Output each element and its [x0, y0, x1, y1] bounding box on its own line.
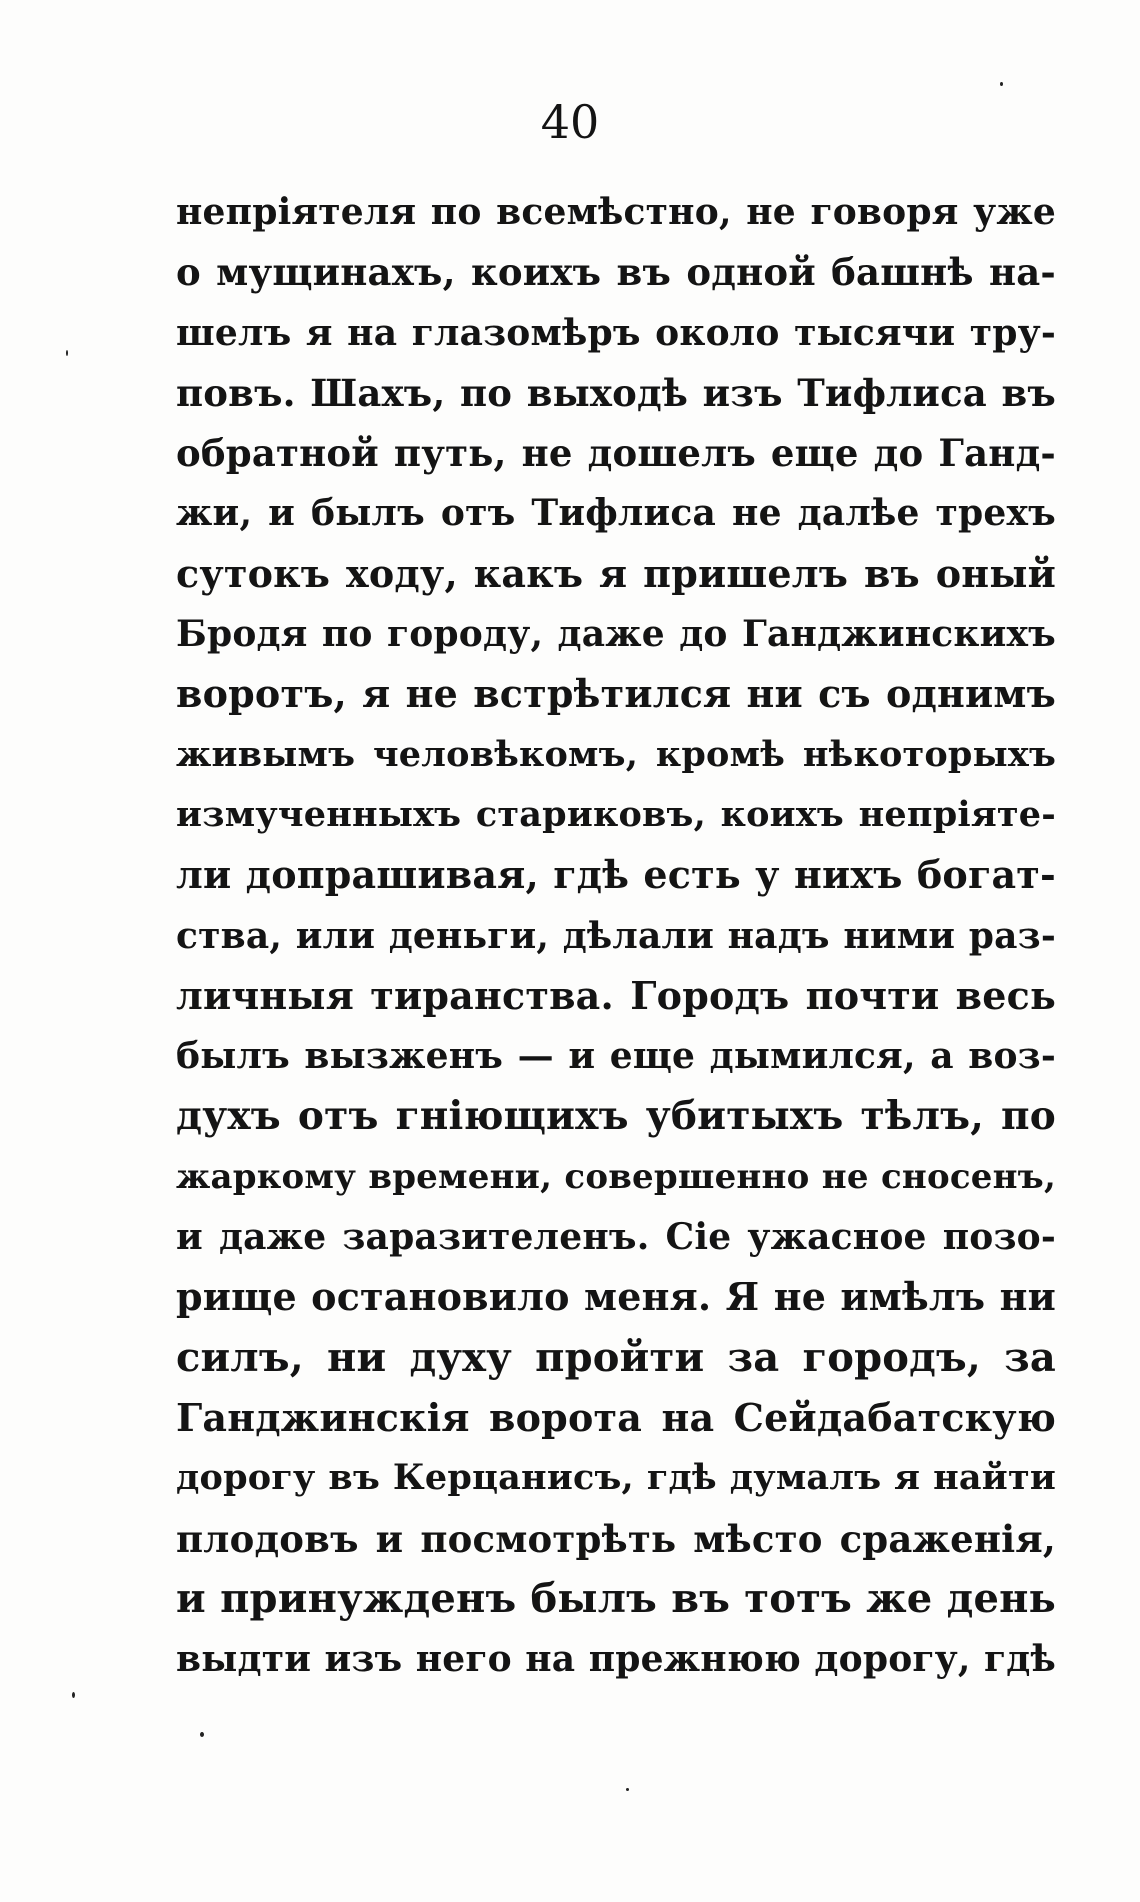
text-line: повъ. Шахъ, по выходѣ изъ Тифлиса въ	[176, 370, 1056, 415]
text-line: жаркому времени, совершенно не сносенъ,	[176, 1156, 1056, 1197]
text-line: и принужденъ былъ въ тотъ же день	[176, 1574, 1056, 1622]
scan-speck	[66, 350, 68, 356]
scan-speck	[1000, 82, 1003, 86]
text-line: измученныхъ стариковъ, коихъ непріяте-	[176, 793, 1056, 835]
text-line: силъ, ни духу пройти за городъ, за	[176, 1333, 1056, 1381]
text-line: личныя тиранства. Городъ почти весь	[176, 972, 1056, 1018]
text-line: Ганджинскія ворота на Сейдабатскую	[176, 1394, 1056, 1440]
text-line: воротъ, я не встрѣтился ни съ однимъ	[176, 671, 1056, 717]
text-line: обратной путь, не дошелъ еще до Ганд-	[176, 431, 1056, 476]
text-line: жи, и былъ отъ Тифлиса не далѣе трехъ	[176, 492, 1056, 535]
text-line: плодовъ и посмотрѣть мѣсто сраженія,	[176, 1516, 1056, 1561]
text-line: дорогу въ Керцанисъ, гдѣ думалъ я найти	[176, 1457, 1056, 1499]
text-line: непріятеля по всемѣстно, не говоря уже	[176, 191, 1056, 233]
scan-speck	[72, 1692, 75, 1698]
text-line: сутокъ ходу, какъ я пришелъ въ оный	[176, 550, 1056, 596]
text-line: ли допрашивая, гдѣ есть у нихъ богат-	[176, 852, 1056, 898]
text-line: выдти изъ него на прежнюю дорогу, гдѣ	[176, 1638, 1056, 1681]
text-line: шелъ я на глазомѣръ около тысячи тру-	[176, 311, 1056, 354]
text-line: духъ отъ гніющихъ убитыхъ тѣлъ, по	[176, 1093, 1056, 1140]
text-line: о мущинахъ, коихъ въ одной башнѣ на-	[176, 250, 1056, 295]
text-line: былъ вызженъ — и еще дымился, а воз-	[176, 1035, 1056, 1078]
text-line: Бродя по городу, даже до Ганджинскихъ	[176, 613, 1056, 656]
scan-speck	[626, 1788, 629, 1791]
text-line: живымъ человѣкомъ, кромѣ нѣкоторыхъ	[176, 733, 1056, 775]
body-text	[176, 182, 1056, 1689]
text-line: рище остановило меня. Я не имѣлъ ни	[176, 1274, 1056, 1320]
page-number: 40	[540, 95, 600, 149]
text-line: и даже заразителенъ. Сіе ужасное позо-	[176, 1216, 1056, 1259]
text-line: ства, или деньги, дѣлали надъ ними раз-	[176, 914, 1056, 957]
scan-speck	[200, 1732, 204, 1737]
